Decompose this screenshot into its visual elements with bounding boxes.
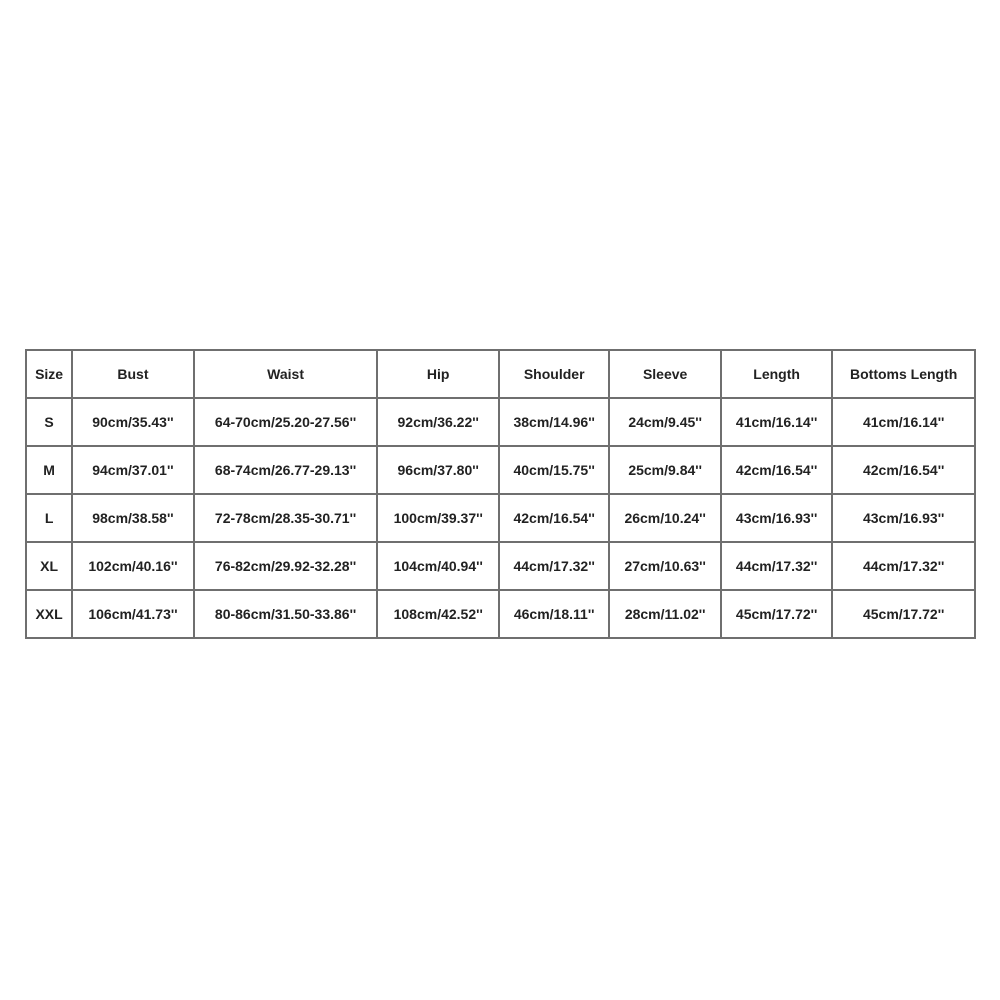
header-length: Length (721, 350, 832, 398)
cell-sleeve: 26cm/10.24'' (609, 494, 720, 542)
cell-sleeve: 25cm/9.84'' (609, 446, 720, 494)
header-sleeve: Sleeve (609, 350, 720, 398)
cell-hip: 108cm/42.52'' (377, 590, 499, 638)
cell-bust: 90cm/35.43'' (72, 398, 194, 446)
cell-bust: 102cm/40.16'' (72, 542, 194, 590)
table-row (26, 542, 975, 590)
cell-length: 44cm/17.32'' (721, 542, 832, 590)
cell-hip: 92cm/36.22'' (377, 398, 499, 446)
cell-size: XXL (26, 590, 72, 638)
cell-sleeve: 24cm/9.45'' (609, 398, 720, 446)
cell-size: XL (26, 542, 72, 590)
size-chart-table (25, 349, 976, 639)
cell-size: M (26, 446, 72, 494)
cell-bottoms-length: 45cm/17.72'' (832, 590, 975, 638)
cell-hip: 100cm/39.37'' (377, 494, 499, 542)
cell-waist: 72-78cm/28.35-30.71'' (194, 494, 378, 542)
cell-shoulder: 46cm/18.11'' (499, 590, 609, 638)
cell-sleeve: 27cm/10.63'' (609, 542, 720, 590)
cell-shoulder: 40cm/15.75'' (499, 446, 609, 494)
cell-waist: 68-74cm/26.77-29.13'' (194, 446, 378, 494)
cell-waist: 76-82cm/29.92-32.28'' (194, 542, 378, 590)
header-hip: Hip (377, 350, 499, 398)
cell-hip: 104cm/40.94'' (377, 542, 499, 590)
table-row (26, 494, 975, 542)
cell-bottoms-length: 43cm/16.93'' (832, 494, 975, 542)
table-row (26, 590, 975, 638)
cell-bottoms-length: 41cm/16.14'' (832, 398, 975, 446)
cell-hip: 96cm/37.80'' (377, 446, 499, 494)
cell-waist: 80-86cm/31.50-33.86'' (194, 590, 378, 638)
table-row (26, 398, 975, 446)
cell-bust: 98cm/38.58'' (72, 494, 194, 542)
cell-length: 43cm/16.93'' (721, 494, 832, 542)
cell-waist: 64-70cm/25.20-27.56'' (194, 398, 378, 446)
header-shoulder: Shoulder (499, 350, 609, 398)
cell-shoulder: 44cm/17.32'' (499, 542, 609, 590)
header-bottoms-length: Bottoms Length (832, 350, 975, 398)
cell-length: 42cm/16.54'' (721, 446, 832, 494)
table-row (26, 446, 975, 494)
cell-size: S (26, 398, 72, 446)
header-size: Size (26, 350, 72, 398)
cell-bottoms-length: 44cm/17.32'' (832, 542, 975, 590)
cell-shoulder: 38cm/14.96'' (499, 398, 609, 446)
cell-bust: 94cm/37.01'' (72, 446, 194, 494)
cell-sleeve: 28cm/11.02'' (609, 590, 720, 638)
cell-size: L (26, 494, 72, 542)
cell-bottoms-length: 42cm/16.54'' (832, 446, 975, 494)
header-waist: Waist (194, 350, 378, 398)
header-bust: Bust (72, 350, 194, 398)
cell-length: 41cm/16.14'' (721, 398, 832, 446)
cell-shoulder: 42cm/16.54'' (499, 494, 609, 542)
cell-bust: 106cm/41.73'' (72, 590, 194, 638)
cell-length: 45cm/17.72'' (721, 590, 832, 638)
header-row (26, 350, 975, 398)
